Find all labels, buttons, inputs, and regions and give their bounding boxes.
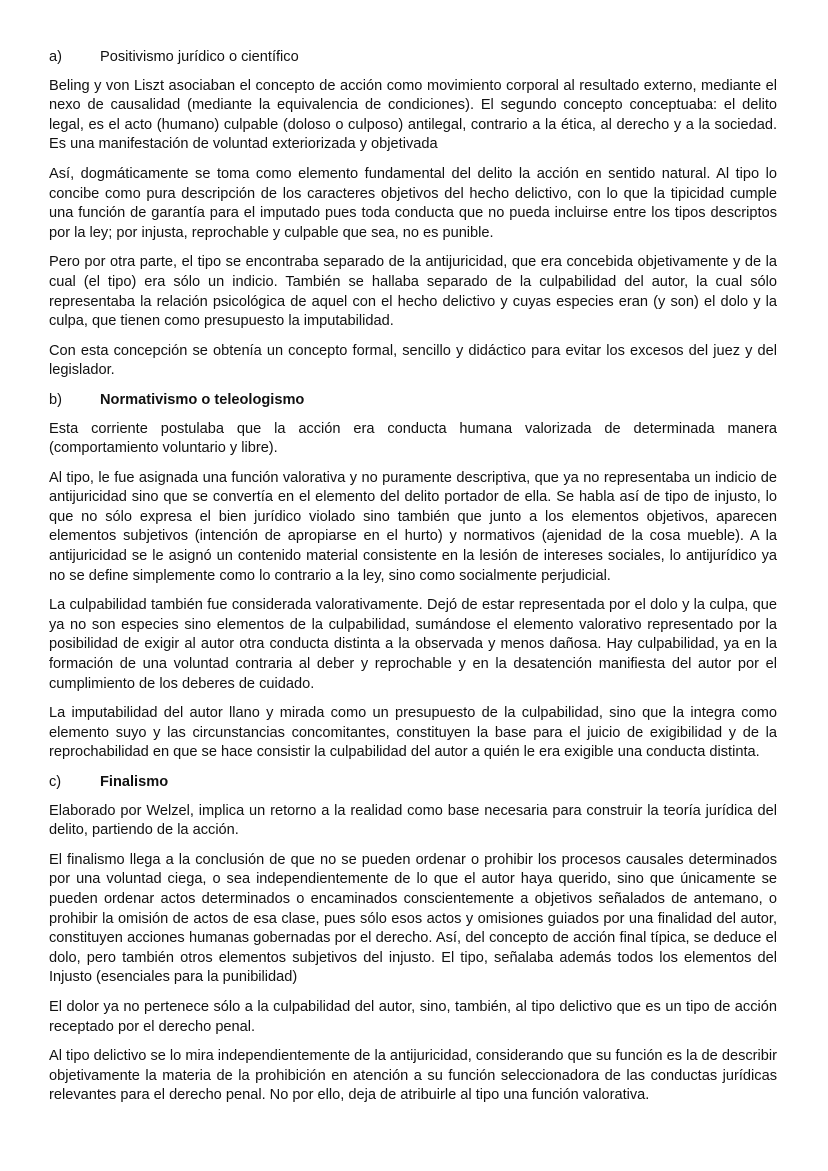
section-letter: a)	[49, 49, 62, 65]
section-title: Positivismo jurídico o científico	[100, 49, 299, 65]
section-heading-a	[49, 48, 777, 68]
paragraph: Elaborado por Welzel, implica un retorno a la realidad como base necesaria para construir la teoría jurídica del delito, partiendo de la acción.	[49, 802, 777, 839]
section-heading-b	[49, 391, 777, 411]
paragraph: Pero por otra parte, el tipo se encontraba separado de la antijuricidad, que era concebida objetivamente y de la cual (el tipo) era sólo un indicio. También se hallaba separado de la culpabilidad del autor, la cual sólo representaba la relación psicológica de aquel con el hecho delictivo y cuyas especies eran (y son) el dolo y la culpa, que tienen como presupuesto la imputabilidad.	[49, 254, 777, 330]
paragraph: Así, dogmáticamente se toma como elemento fundamental del delito la acción en sentido natural. Al tipo lo concibe como pura descripción de los caracteres objetivos del hecho delictivo, con lo que la tipicidad cumple una función de garantía para el imputado pues toda conducta que no pueda incluirse entre los tipos descriptos por la ley; por injusta, reprochable y culpable que sea, no es punible.	[49, 165, 777, 241]
paragraph: Al tipo delictivo se lo mira independientemente de la antijuricidad, considerando que su función es la de describir objetivamente la materia de la prohibición en atención a su función seleccionadora de las conductas jurídicas relevantes para el derecho penal. No por ello, deja de atribuirle al tipo una función valorativa.	[49, 1048, 777, 1104]
section-heading-c	[49, 773, 777, 793]
paragraph: La imputabilidad del autor llano y mirada como un presupuesto de la culpabilidad, sino que la integra como elemento suyo y las circunstancias concomitantes, constituyen la base para el juicio de exigibilidad y de la reprochabilidad en que se hace consistir la culpabilidad del autor a quién le era exigible una conducta distinta.	[49, 705, 777, 761]
section-letter: c)	[49, 774, 62, 790]
paragraph: Con esta concepción se obtenía un concepto formal, sencillo y didáctico para evitar los excesos del juez y del legislador.	[49, 342, 777, 379]
document-page	[49, 48, 777, 1116]
paragraph: El dolor ya no pertenece sólo a la culpabilidad del autor, sino, también, al tipo delictivo que es un tipo de acción receptado por el derecho penal.	[49, 998, 777, 1035]
paragraph: La culpabilidad también fue considerada valorativamente. Dejó de estar representada por el dolo y la culpa, que ya no son especies sino elementos de la culpabilidad, sumándose el elemento valorativo representado por la posibilidad de exigir al autor otra conducta distinta a la observada y menos dañosa. Hay culpabilidad, ya en la formación de una voluntad contraria al deber y reprochable y en la desatención manifiesta del autor por el cumplimiento de los deberes de cuidado.	[49, 597, 777, 692]
paragraph: Esta corriente postulaba que la acción era conducta humana valorizada de determinada manera (comportamiento voluntario y libre).	[49, 420, 777, 457]
section-letter: b)	[49, 391, 62, 408]
paragraph: Al tipo, le fue asignada una función valorativa y no puramente descriptiva, que ya no representaba un indicio de antijuricidad sino que se convertía en el elemento del delito portador de ella. Se habla así de tipo de injusto, lo que no sólo expresa el bien jurídico violado sino también que junto a los elementos objetivos, aparecen elementos subjetivos (intención de apropiarse en el hurto) y normativos (ajenidad de la cosa mueble). A la antijuricidad se le asignó un contenido material consistente en la lesión de intereses sociales, lo antijurídico ya no se define simplemente como lo contrario a la ley, sino como socialmente perjudicial.	[49, 469, 777, 584]
section-title: Normativismo o teleologismo	[100, 391, 305, 408]
paragraph: El finalismo llega a la conclusión de que no se pueden ordenar o prohibir los procesos causales determinados por una voluntad ciega, o sea independientemente de lo que el autor haya querido, sino que únicamente se pueden ordenar actos determinados o encaminados conscientemente a objetivos señalados de antemano, o prohibir la omisión de actos de esa clase, pues sólo esos actos y omisiones guiados por una finalidad del autor, constituyen acciones humanas gobernadas por el derecho. Así, del concepto de acción final típica, se deduce el dolo, pero también otros elementos subjetivos del injusto. El tipo, señalaba además todos los elementos del Injusto (esenciales para la punibilidad)	[49, 851, 777, 986]
paragraph: Beling y von Liszt asociaban el concepto de acción como movimiento corporal al resultado externo, mediante el nexo de causalidad (mediante la equivalencia de condiciones). El segundo concepto conceptuaba: el delito legal, es el acto (humano) culpable (doloso o culposo) antilegal, contrario a la ética, al derecho y a la sociedad. Es una manifestación de voluntad exteriorizada y objetivada	[49, 77, 777, 153]
section-title: Finalismo	[100, 774, 169, 790]
